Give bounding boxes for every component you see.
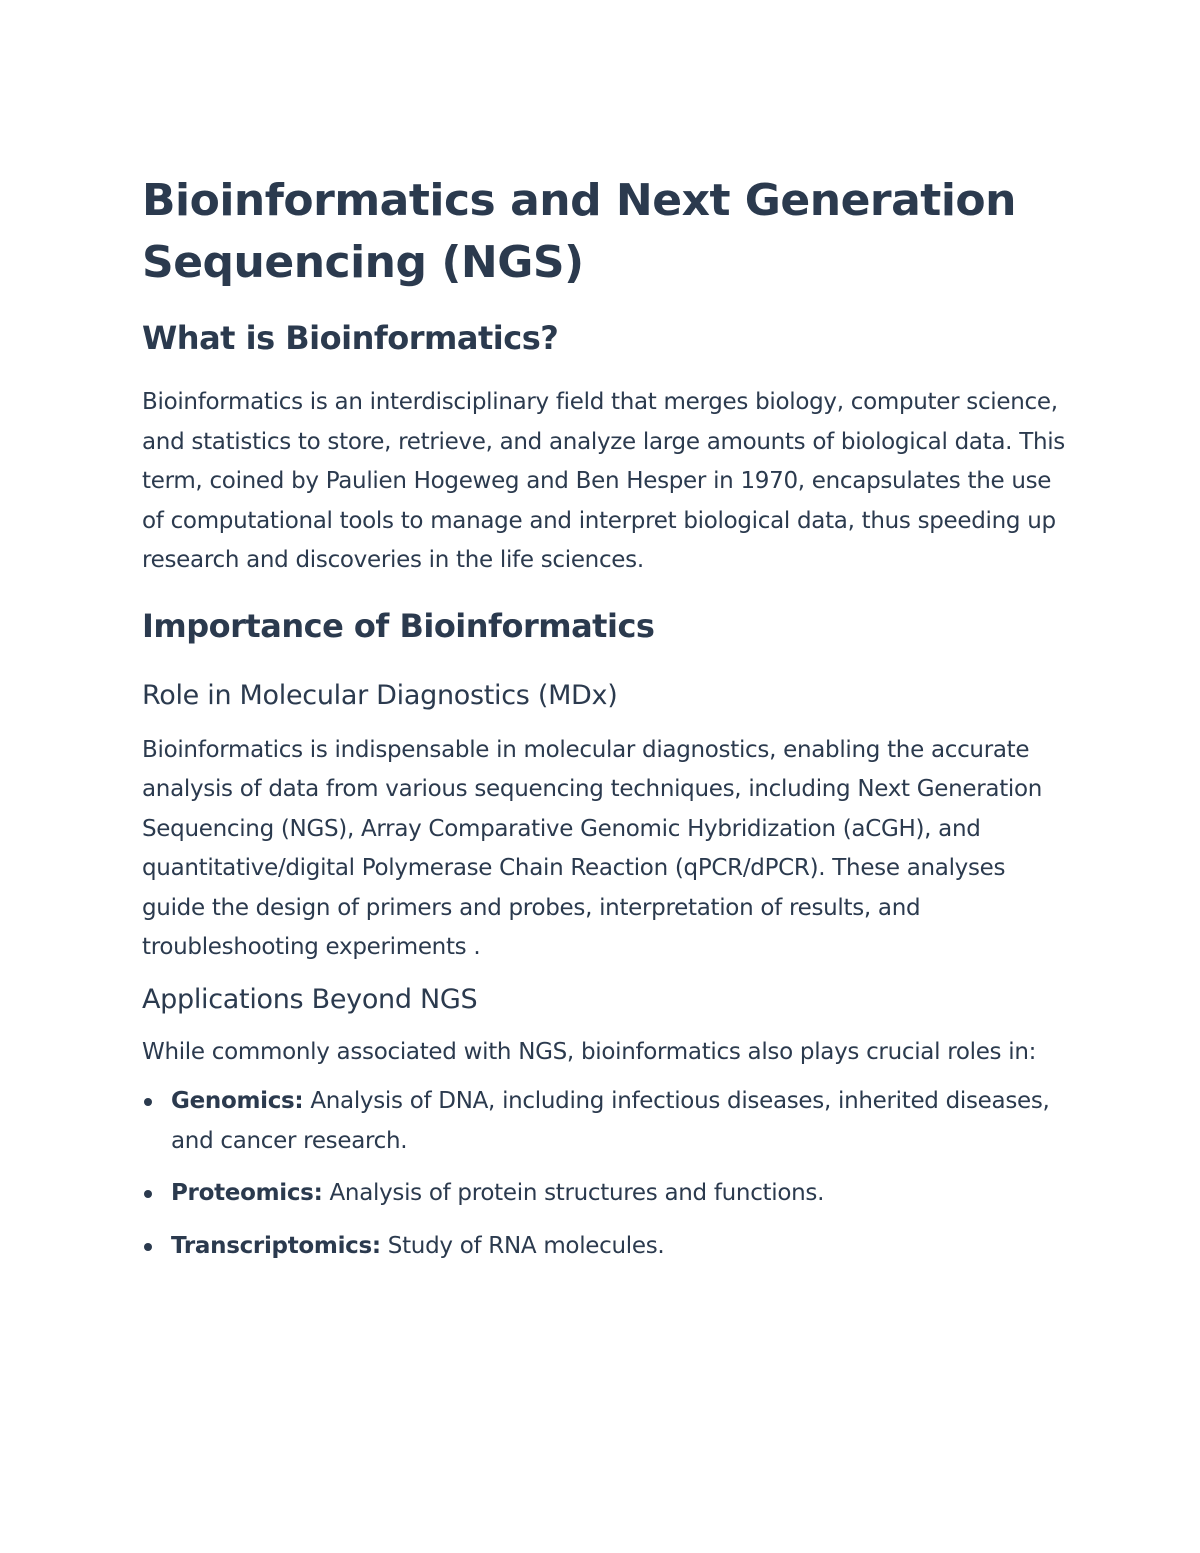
list-item-transcriptomics [142, 1227, 1072, 1267]
subheading-role-in-mdx: Role in Molecular Diagnostics (MDx) [142, 679, 618, 711]
document-page [142, 170, 1072, 1279]
paragraph-what-is-bioinformatics: Bioinformatics is an interdisciplinary field that merges biology, computer science, and statistics to store, retrieve, and analyze large amounts of biological data. This term, coined by Paulien Hogeweg and Ben Hesper in 1970, encapsulates the use of computational tools to manage and interpret biological data, thus speeding up research and discoveries in the life sciences. [142, 389, 1065, 573]
paragraph-applications-intro: While commonly associated with NGS, bioinformatics also plays crucial roles in: [142, 1038, 1037, 1065]
bullet-icon [144, 1190, 152, 1198]
document-title: Bioinformatics and Next Generation Sequencing (NGS) [142, 175, 1016, 288]
list-item-text: Analysis of DNA, including infectious diseases, inherited diseases, and cancer research. [171, 1088, 1050, 1154]
bullet-icon [144, 1098, 152, 1106]
list-item-term: Proteomics: [171, 1180, 323, 1206]
section-heading-importance: Importance of Bioinformatics [142, 606, 655, 645]
list-item-text: Study of RNA molecules. [380, 1232, 665, 1259]
applications-list [142, 1082, 1072, 1266]
list-item-term: Transcriptomics: [171, 1232, 381, 1259]
list-item-genomics [142, 1082, 1072, 1161]
list-item-proteomics [142, 1174, 1072, 1214]
subheading-applications-beyond-ngs: Applications Beyond NGS [142, 983, 478, 1015]
section-heading-what-is-bioinformatics: What is Bioinformatics? [142, 319, 559, 357]
bullet-icon [144, 1243, 152, 1251]
list-item-term: Genomics: [171, 1088, 304, 1114]
list-item-text: Analysis of protein structures and functions. [322, 1180, 825, 1206]
paragraph-role-in-mdx: Bioinformatics is indispensable in molecular diagnostics, enabling the accurate analysis of data from various sequencing techniques, including Next Generation Sequencing (NGS), Array Comparative Genomic Hybridization (aCGH), and quantitative/digital Polymerase Chain Reaction (qPCR/dPCR). These analyses guide the design of primers and probes, interpretation of results, and troubleshooting experiments . [142, 736, 1043, 960]
